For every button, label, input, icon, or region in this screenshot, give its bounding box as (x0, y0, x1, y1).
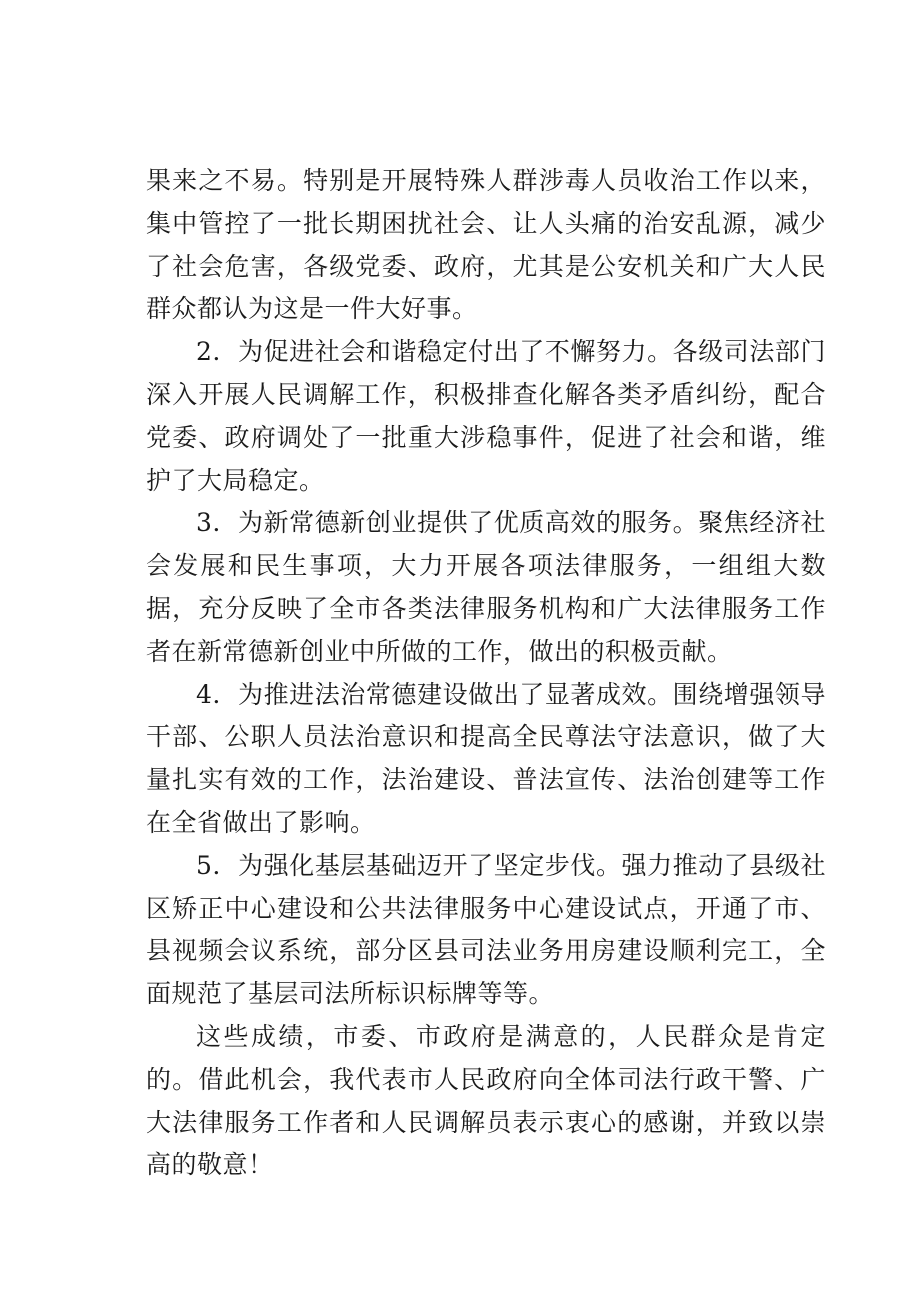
document-body (146, 160, 826, 1187)
paragraph-item-3: 3．为新常德新创业提供了优质高效的服务。聚焦经济社会发展和民生事项，大力开展各项法律服务，一组组大数据，充分反映了全市各类法律服务机构和广大法律服务工作者在新常德新创业中所做的工作，做出的积极贡献。 (146, 508, 826, 666)
paragraph-continued: 果来之不易。特别是开展特殊人群涉毒人员收治工作以来，集中管控了一批长期困扰社会、让人头痛的治安乱源，减少了社会危害，各级党委、政府，尤其是公安机关和广大人民群众都认为这是一件大好事。 (146, 166, 826, 324)
paragraph-closing: 这些成绩，市委、市政府是满意的，人民群众是肯定的。借此机会，我代表市人民政府向全体司法行政干警、广大法律服务工作者和人民调解员表示衷心的感谢，并致以崇高的敬意！ (146, 1021, 826, 1180)
paragraph-item-5: 5．为强化基层基础迈开了坚定步伐。强力推动了县级社区矫正中心建设和公共法律服务中心建设试点，开通了市、县视频会议系统，部分区县司法业务用房建设顺利完工，全面规范了基层司法所标识标牌等等。 (146, 850, 826, 1009)
paragraph-item-2: 2．为促进社会和谐稳定付出了不懈努力。各级司法部门深入开展人民调解工作，积极排查化解各类矛盾纠纷，配合党委、政府调处了一批重大涉稳事件，促进了社会和谐，维护了大局稳定。 (146, 337, 826, 495)
paragraph-item-4: 4．为推进法治常德建设做出了显著成效。围绕增强领导干部、公职人员法治意识和提高全民尊法守法意识，做了大量扎实有效的工作，法治建设、普法宣传、法治创建等工作在全省做出了影响。 (146, 679, 826, 837)
